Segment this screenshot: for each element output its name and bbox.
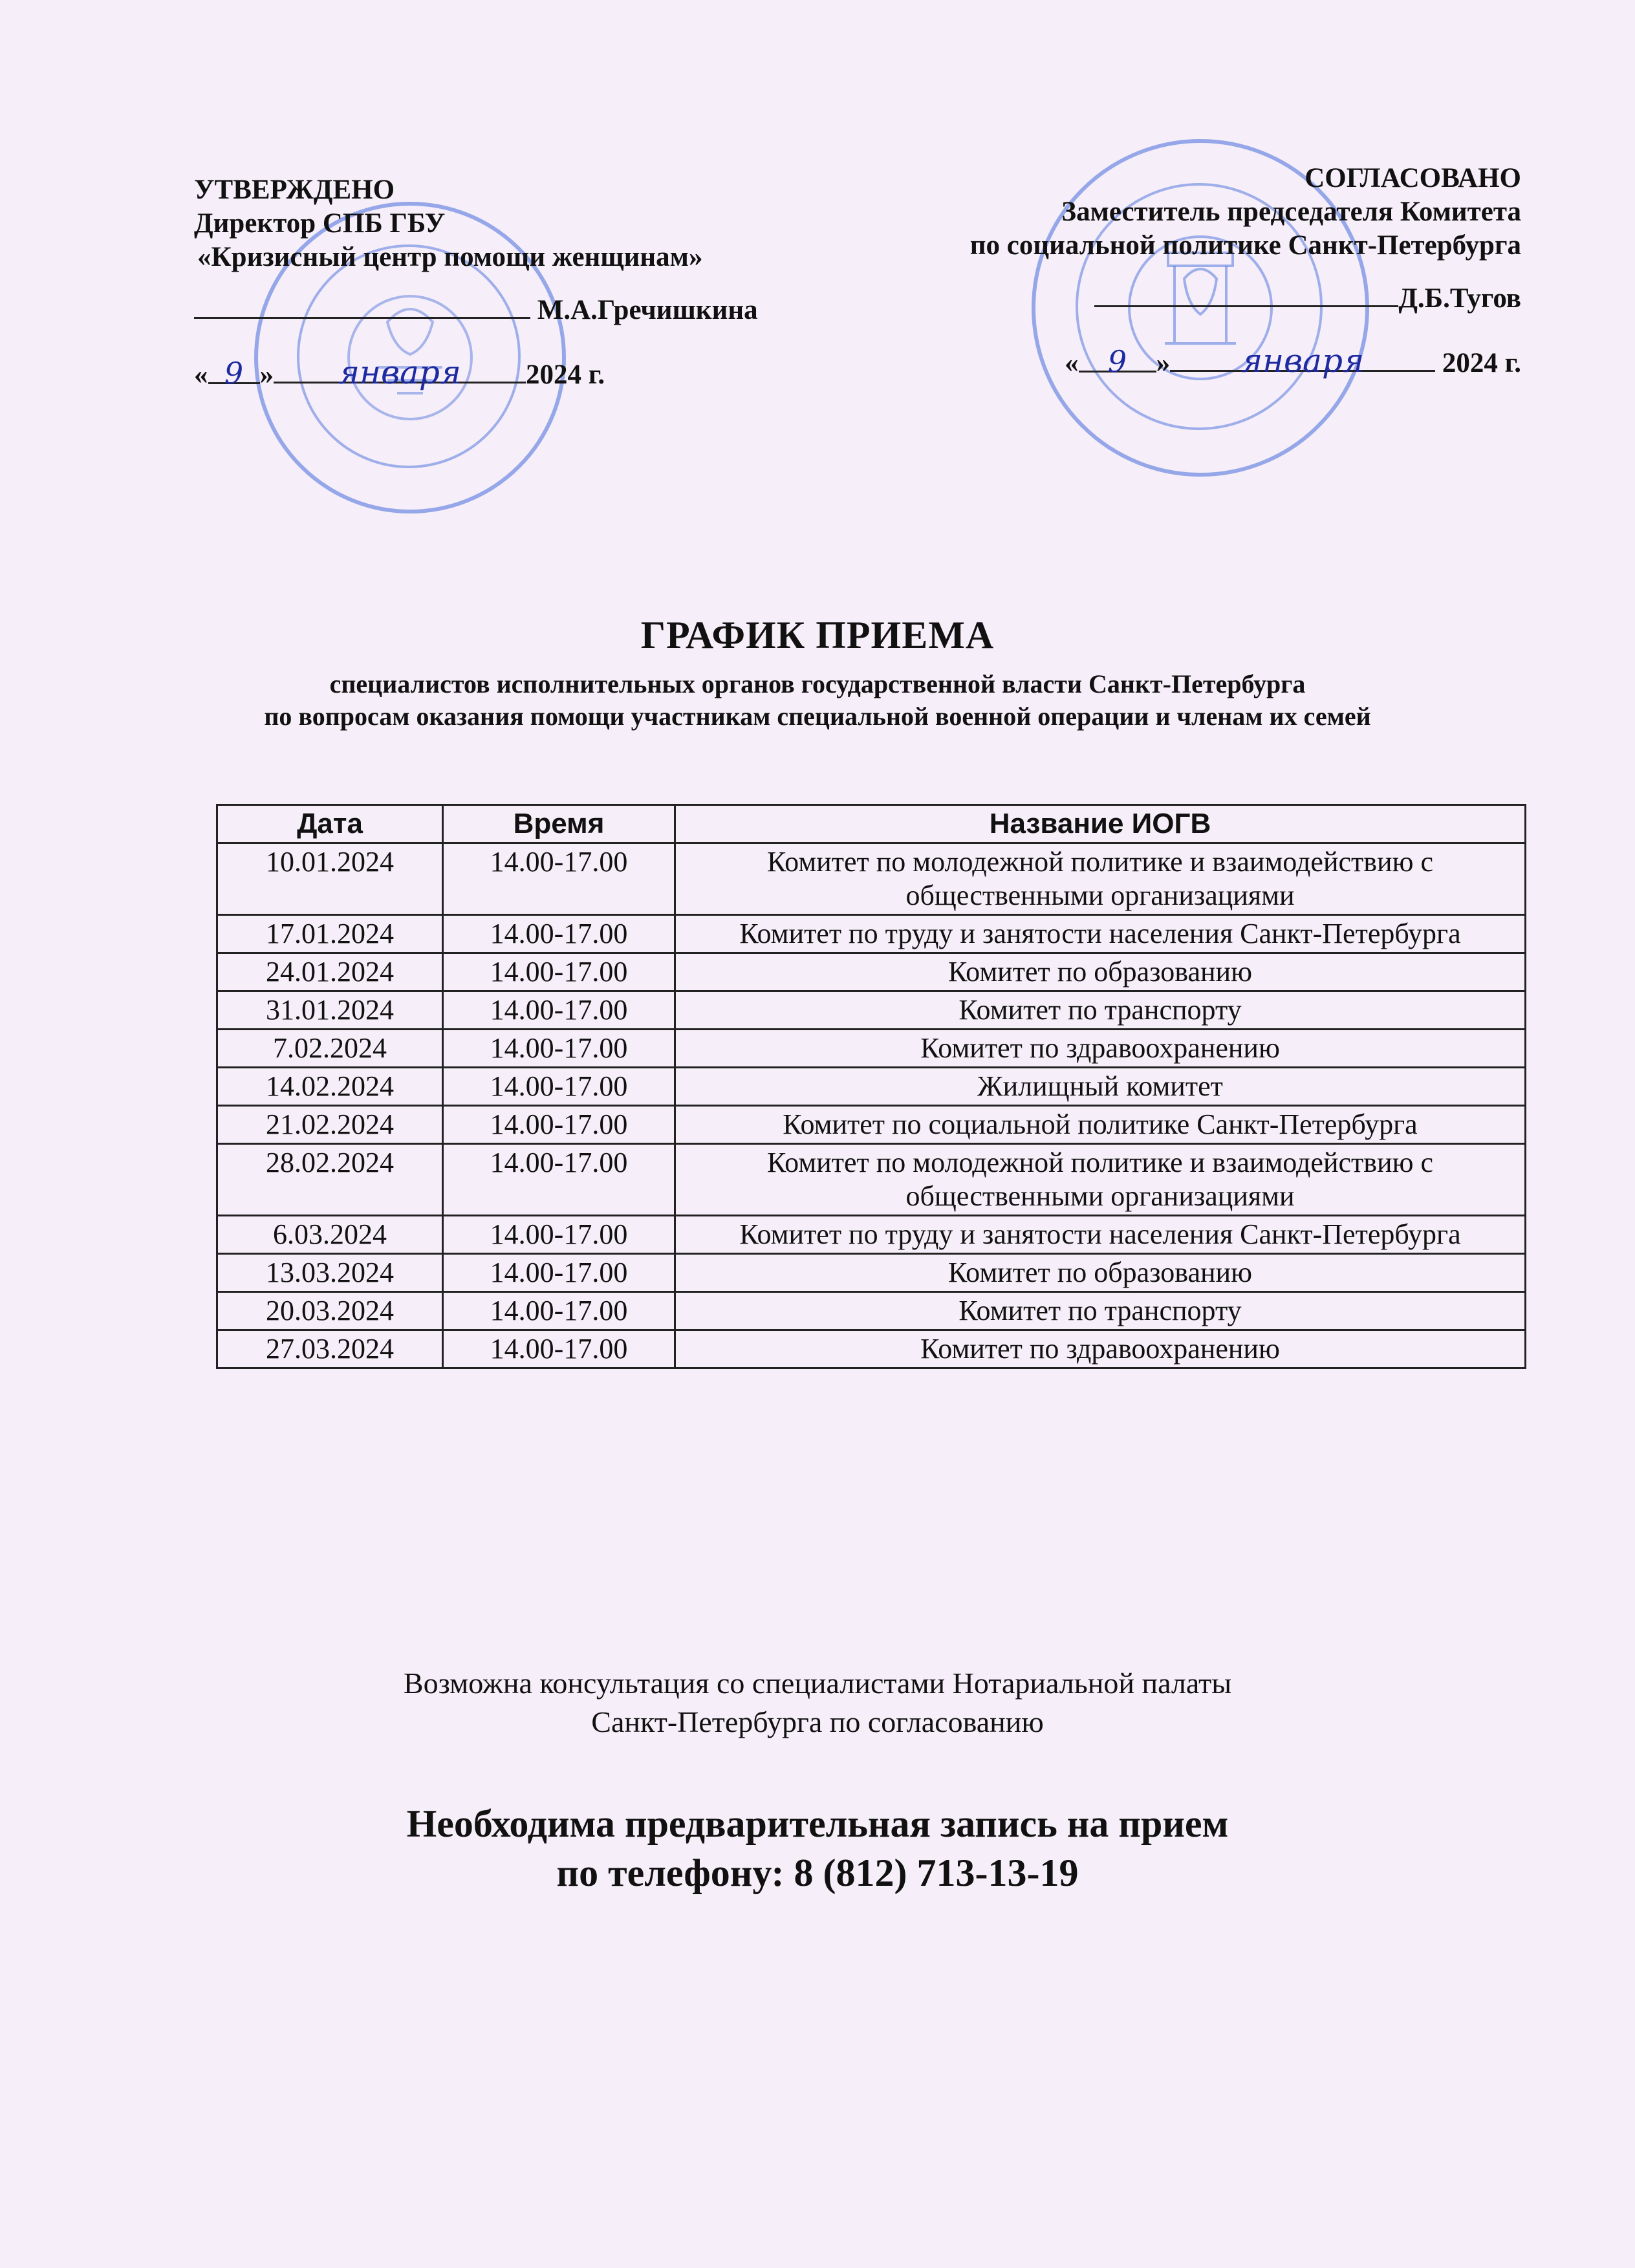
date-day: 9	[1079, 345, 1156, 373]
approval-organization: по социальной политике Санкт-Петербурга	[969, 230, 1521, 261]
cell-date: 17.01.2024	[217, 915, 443, 953]
approval-heading: УТВЕРЖДЕНО	[194, 175, 395, 205]
signature-line	[194, 291, 841, 327]
cell-time: 14.00-17.00	[443, 915, 675, 953]
approval-date	[745, 344, 1521, 380]
cell-date: 20.03.2024	[217, 1292, 443, 1330]
cell-name: Комитет по здравоохранению	[675, 1030, 1526, 1068]
cell-time: 14.00-17.00	[443, 991, 675, 1030]
cell-name: Комитет по здравоохранению	[675, 1330, 1526, 1368]
signature-blank	[194, 291, 530, 319]
table-row	[217, 1144, 1526, 1216]
cell-date: 6.03.2024	[217, 1216, 443, 1254]
cell-date: 28.02.2024	[217, 1144, 443, 1216]
cell-time: 14.00-17.00	[443, 1144, 675, 1216]
approval-organization: «Кризисный центр помощи женщинам»	[197, 242, 703, 272]
approval-block-right	[745, 162, 1521, 380]
header-date: Дата	[217, 805, 443, 843]
table-row	[217, 1216, 1526, 1254]
table-row	[217, 1330, 1526, 1368]
table-row	[217, 1068, 1526, 1106]
cell-date: 21.02.2024	[217, 1106, 443, 1144]
cell-date: 14.02.2024	[217, 1068, 443, 1106]
table-row	[217, 953, 1526, 991]
cell-time: 14.00-17.00	[443, 1216, 675, 1254]
cell-name: Комитет по социальной политике Санкт-Петербурга	[675, 1106, 1526, 1144]
date-quote-close: »	[1156, 348, 1171, 378]
cell-name: Комитет по образованию	[675, 1254, 1526, 1292]
notary-note-line1: Возможна консультация со специалистами Нотариальной палаты	[403, 1667, 1232, 1700]
cell-date: 7.02.2024	[217, 1030, 443, 1068]
cell-time: 14.00-17.00	[443, 953, 675, 991]
header-time: Время	[443, 805, 675, 843]
cell-date: 31.01.2024	[217, 991, 443, 1030]
notary-note	[0, 1664, 1635, 1742]
cell-date: 10.01.2024	[217, 843, 443, 915]
cell-name: Комитет по молодежной политике и взаимодействию с общественными организациями	[675, 843, 1526, 915]
cell-time: 14.00-17.00	[443, 1068, 675, 1106]
cell-time: 14.00-17.00	[443, 843, 675, 915]
approval-heading: СОГЛАСОВАНО	[1305, 163, 1521, 193]
date-quote-close: »	[259, 360, 274, 390]
approval-position: Заместитель председателя Комитета	[1061, 197, 1521, 227]
date-quote-open: «	[1065, 348, 1079, 378]
table-row	[217, 843, 1526, 915]
date-year: 2024 г.	[526, 360, 605, 390]
cell-date: 27.03.2024	[217, 1330, 443, 1368]
cell-time: 14.00-17.00	[443, 1030, 675, 1068]
cell-date: 13.03.2024	[217, 1254, 443, 1292]
table-header-row	[217, 805, 1526, 843]
date-day: 9	[208, 356, 260, 384]
table-row	[217, 1292, 1526, 1330]
cell-time: 14.00-17.00	[443, 1106, 675, 1144]
document-subtitle-line1: специалистов исполнительных органов государственной власти Санкт-Петербурга	[329, 669, 1306, 698]
table-row	[217, 1030, 1526, 1068]
cell-name: Комитет по образованию	[675, 953, 1526, 991]
approval-position: Директор СПБ ГБУ	[194, 208, 446, 239]
cell-date: 24.01.2024	[217, 953, 443, 991]
signatory-name: М.А.Гречишкина	[537, 295, 758, 325]
cell-name: Жилищный комитет	[675, 1068, 1526, 1106]
notary-note-line2: Санкт-Петербурга по согласованию	[591, 1705, 1044, 1738]
cell-time: 14.00-17.00	[443, 1330, 675, 1368]
signature-blank	[1094, 279, 1398, 307]
registration-phone: по телефону: 8 (812) 713-13-19	[556, 1852, 1079, 1894]
schedule-table	[216, 804, 1526, 1369]
table-row	[217, 991, 1526, 1030]
date-quote-open: «	[194, 360, 208, 390]
table-row	[217, 915, 1526, 953]
cell-name: Комитет по транспорту	[675, 1292, 1526, 1330]
table-row	[217, 1106, 1526, 1144]
cell-time: 14.00-17.00	[443, 1292, 675, 1330]
registration-note-line1: Необходима предварительная запись на прием	[406, 1802, 1229, 1845]
header-name: Название ИОГВ	[675, 805, 1526, 843]
document-title: ГРАФИК ПРИЕМА	[640, 614, 995, 656]
approval-date	[194, 356, 841, 392]
date-year: 2024 г.	[1442, 348, 1521, 378]
signatory-name: Д.Б.Тугов	[1398, 283, 1521, 314]
cell-name: Комитет по транспорту	[675, 991, 1526, 1030]
date-month: января	[274, 356, 526, 383]
date-month: января	[1170, 344, 1435, 372]
registration-note	[0, 1799, 1635, 1897]
cell-time: 14.00-17.00	[443, 1254, 675, 1292]
cell-name: Комитет по труду и занятости населения Санкт-Петербурга	[675, 1216, 1526, 1254]
document-subtitle-line2: по вопросам оказания помощи участникам специальной военной операции и членам их семей	[264, 702, 1371, 731]
approval-block-left	[194, 173, 841, 392]
signature-line	[745, 279, 1521, 316]
table-row	[217, 1254, 1526, 1292]
cell-name: Комитет по труду и занятости населения Санкт-Петербурга	[675, 915, 1526, 953]
cell-name: Комитет по молодежной политике и взаимодействию с общественными организациями	[675, 1144, 1526, 1216]
